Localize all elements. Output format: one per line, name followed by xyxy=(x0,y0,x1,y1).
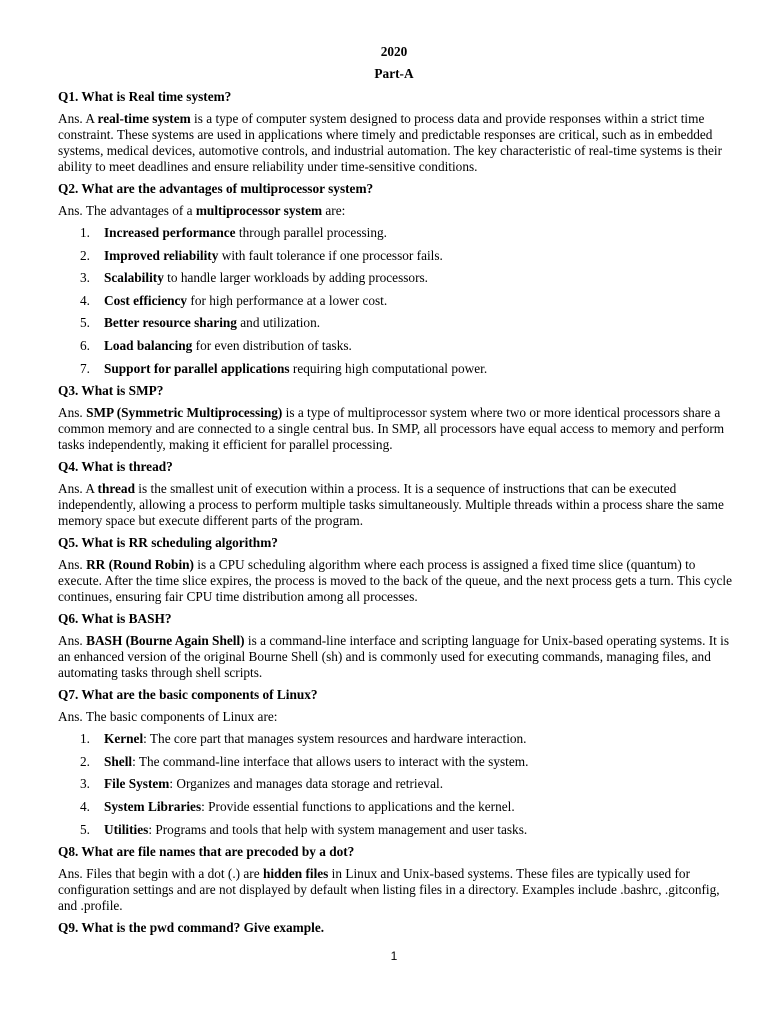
answer-3 xyxy=(58,405,734,453)
answer-text: are: xyxy=(322,203,346,218)
answer-text: Ans. A xyxy=(58,481,98,497)
list-text: : The core part that manages system resources and hardware interaction. xyxy=(143,731,527,747)
list-text: to handle larger workloads by adding processors. xyxy=(163,270,428,286)
list-number: 1. xyxy=(80,731,90,747)
list-term: System Libraries xyxy=(104,798,202,814)
list-number: 4. xyxy=(80,798,90,814)
list-item xyxy=(58,731,734,747)
part-heading: Part-A xyxy=(374,66,414,81)
question-7: Q7. What are the basic components of Linux? xyxy=(58,687,318,703)
list-item xyxy=(58,799,734,815)
question-4: Q4. What is thread? xyxy=(58,459,173,475)
answer-text: is a type of multiprocessor system where two or more identical processors share a common memory and are connected to a single central bus. In SMP, all processors have equal access to memory and perform tasks independently, making it efficient for parallel processing. xyxy=(58,405,725,453)
list-text: for even distribution of tasks. xyxy=(192,337,352,353)
answer-7: Ans. The basic components of Linux are: xyxy=(58,709,278,725)
answer-text: is a command-line interface and scripting language for Unix-based operating systems. It is an enhanced version of the original Bourne Shell (sh) and is commonly used for executing commands, managing files, and automating tasks through shell scripts. xyxy=(58,633,730,681)
list-term: Better resource sharing xyxy=(104,315,237,331)
answer-term: RR (Round Robin) xyxy=(86,557,194,573)
list-item xyxy=(58,293,734,309)
list-item xyxy=(58,776,734,792)
answer-text: Ans. Files that begin with a dot (.) are xyxy=(58,866,263,882)
list-number: 2. xyxy=(80,247,90,263)
list-term: Increased performance xyxy=(104,225,236,240)
list-text: : Programs and tools that help with system management and user tasks. xyxy=(148,821,528,837)
list-number: 4. xyxy=(80,292,90,308)
list-item xyxy=(58,338,734,354)
list-number: 2. xyxy=(80,753,90,769)
list-number: 6. xyxy=(80,337,90,353)
list-text: : Organizes and manages data storage and retrieval. xyxy=(169,776,444,792)
question-1: Q1. What is Real time system? xyxy=(58,89,232,104)
list-item xyxy=(58,361,734,377)
list-number: 7. xyxy=(80,360,90,376)
list-term: Support for parallel applications xyxy=(104,360,290,376)
question-8: Q8. What are file names that are precoded by a dot? xyxy=(58,844,355,860)
advantages-list xyxy=(58,225,734,377)
list-text: with fault tolerance if one processor fails. xyxy=(218,247,443,263)
answer-text: Ans. The advantages of a xyxy=(58,203,196,218)
linux-components-list xyxy=(58,731,734,837)
list-item xyxy=(58,315,734,331)
answer-text: Ans. xyxy=(58,633,87,649)
answer-term: SMP (Symmetric Multiprocessing) xyxy=(86,405,283,421)
list-number: 1. xyxy=(80,225,90,240)
answer-6 xyxy=(58,633,734,681)
question-5: Q5. What is RR scheduling algorithm? xyxy=(58,535,278,551)
answer-term: BASH (Bourne Again Shell) xyxy=(86,633,245,649)
list-number: 3. xyxy=(80,270,90,286)
list-text: requiring high computational power. xyxy=(289,360,488,376)
list-number: 5. xyxy=(80,821,90,837)
question-6: Q6. What is BASH? xyxy=(58,611,172,627)
list-text: : Provide essential functions to applications and the kernel. xyxy=(201,798,515,814)
question-9: Q9. What is the pwd command? Give example. xyxy=(58,920,325,936)
answer-text: in Linux and Unix-based systems. These files are typically used for configuration settings and are not displayed by default when listing files in a directory. Examples include .bashrc, .gitconfig, and .profile. xyxy=(58,866,720,914)
answer-term: multiprocessor system xyxy=(195,203,323,218)
list-item xyxy=(58,270,734,286)
answer-8 xyxy=(58,866,734,914)
question-2: Q2. What are the advantages of multiprocessor system? xyxy=(58,181,374,196)
list-item xyxy=(58,822,734,838)
questions-content xyxy=(58,89,734,936)
list-item xyxy=(58,754,734,770)
list-term: File System xyxy=(104,776,170,792)
answer-text: Ans. xyxy=(58,405,87,421)
list-text: and utilization. xyxy=(236,315,321,331)
list-number: 3. xyxy=(80,776,90,792)
list-text: through parallel processing. xyxy=(235,225,387,240)
answer-5 xyxy=(58,557,734,605)
answer-4 xyxy=(58,481,734,529)
list-term: Improved reliability xyxy=(104,247,219,263)
list-term: Kernel xyxy=(104,731,144,747)
answer-term: real-time system xyxy=(97,111,191,126)
answer-1 xyxy=(58,111,734,175)
answer-term: thread xyxy=(97,481,135,497)
answer-text: Ans. xyxy=(58,557,87,573)
answer-text: is a type of computer system designed to process data and provide responses within a strict time constraint. These systems are used in applications where timely and predictable responses are critical, such as in embedded systems, medical devices, automotive controls, and industrial automation. The key characteristic of real-time systems is their ability to meet deadlines and ensure reliability under time-sensitive conditions. xyxy=(58,111,723,174)
answer-term: hidden files xyxy=(262,866,329,882)
list-item xyxy=(58,225,734,241)
answer-text: is the smallest unit of execution within a process. It is a sequence of instructions that can be executed independently, allowing a process to perform multiple tasks simultaneously. Multiple threads within a process share the same memory space but execute different parts of the program. xyxy=(58,481,724,529)
list-item xyxy=(58,248,734,264)
list-text: : The command-line interface that allows users to interact with the system. xyxy=(132,753,529,769)
list-text: for high performance at a lower cost. xyxy=(187,292,388,308)
answer-2 xyxy=(58,203,734,219)
year-heading: 2020 xyxy=(380,44,408,59)
answer-text: is a CPU scheduling algorithm where each process is assigned a fixed time slice (quantum) to execute. After the time slice expires, the process is moved to the back of the queue, and the next process gets a turn. This cycle continues, ensuring fair CPU time distribution among all processes. xyxy=(58,557,732,605)
list-number: 5. xyxy=(80,315,90,331)
list-term: Utilities xyxy=(104,821,149,837)
list-term: Scalability xyxy=(104,270,164,286)
list-term: Shell xyxy=(104,753,133,769)
list-term: Cost efficiency xyxy=(104,292,188,308)
list-term: Load balancing xyxy=(104,337,193,353)
question-3: Q3. What is SMP? xyxy=(58,383,164,399)
answer-text: Ans. A xyxy=(58,111,98,126)
page-number: 1 xyxy=(390,949,398,963)
